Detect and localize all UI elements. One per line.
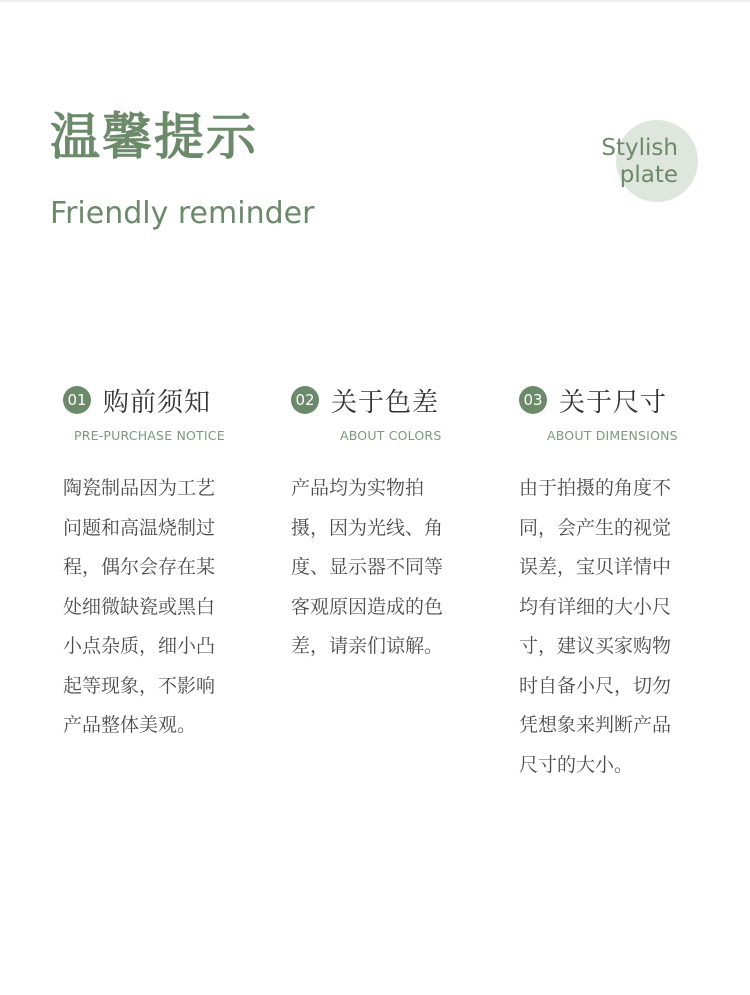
notice-number-badge: 03 xyxy=(519,386,547,414)
notice-colors xyxy=(291,382,481,667)
badge-line-2: plate xyxy=(619,162,678,188)
top-divider xyxy=(0,0,750,2)
notice-subtitle: ABOUT DIMENSIONS xyxy=(547,428,678,443)
notice-header xyxy=(63,382,253,418)
notice-title: 关于色差 xyxy=(331,387,440,418)
notice-number-badge: 02 xyxy=(291,386,319,414)
notice-dimensions xyxy=(519,382,709,785)
page-title: 温馨提示 xyxy=(50,108,258,166)
notice-subtitle: ABOUT COLORS xyxy=(340,428,442,443)
notice-body: 陶瓷制品因为工艺问题和高温烧制过程，偶尔会存在某处细微缺瓷或黑白小点杂质，细小凸起等现象，不影响产品整体美观。 xyxy=(63,477,216,736)
notice-body: 由于拍摄的角度不同，会产生的视觉误差，宝贝详情中均有详细的大小尺寸，建议买家购物时自备小尺，切勿凭想象来判断产品尺寸的大小。 xyxy=(519,477,672,776)
notice-body: 产品均为实物拍摄，因为光线、角度、显示器不同等客观原因造成的色差，请亲们谅解。 xyxy=(291,477,444,657)
notice-title: 购前须知 xyxy=(103,387,212,418)
notice-pre-purchase xyxy=(63,382,253,746)
page-subtitle: Friendly reminder xyxy=(50,196,315,231)
stylish-plate-badge xyxy=(560,135,678,189)
notice-number-badge: 01 xyxy=(63,386,91,414)
notice-header xyxy=(519,382,709,418)
badge-line-1: Stylish xyxy=(601,135,678,161)
notice-subtitle: PRE-PURCHASE NOTICE xyxy=(74,428,225,443)
notice-header xyxy=(291,382,481,418)
notice-title: 关于尺寸 xyxy=(559,387,668,418)
